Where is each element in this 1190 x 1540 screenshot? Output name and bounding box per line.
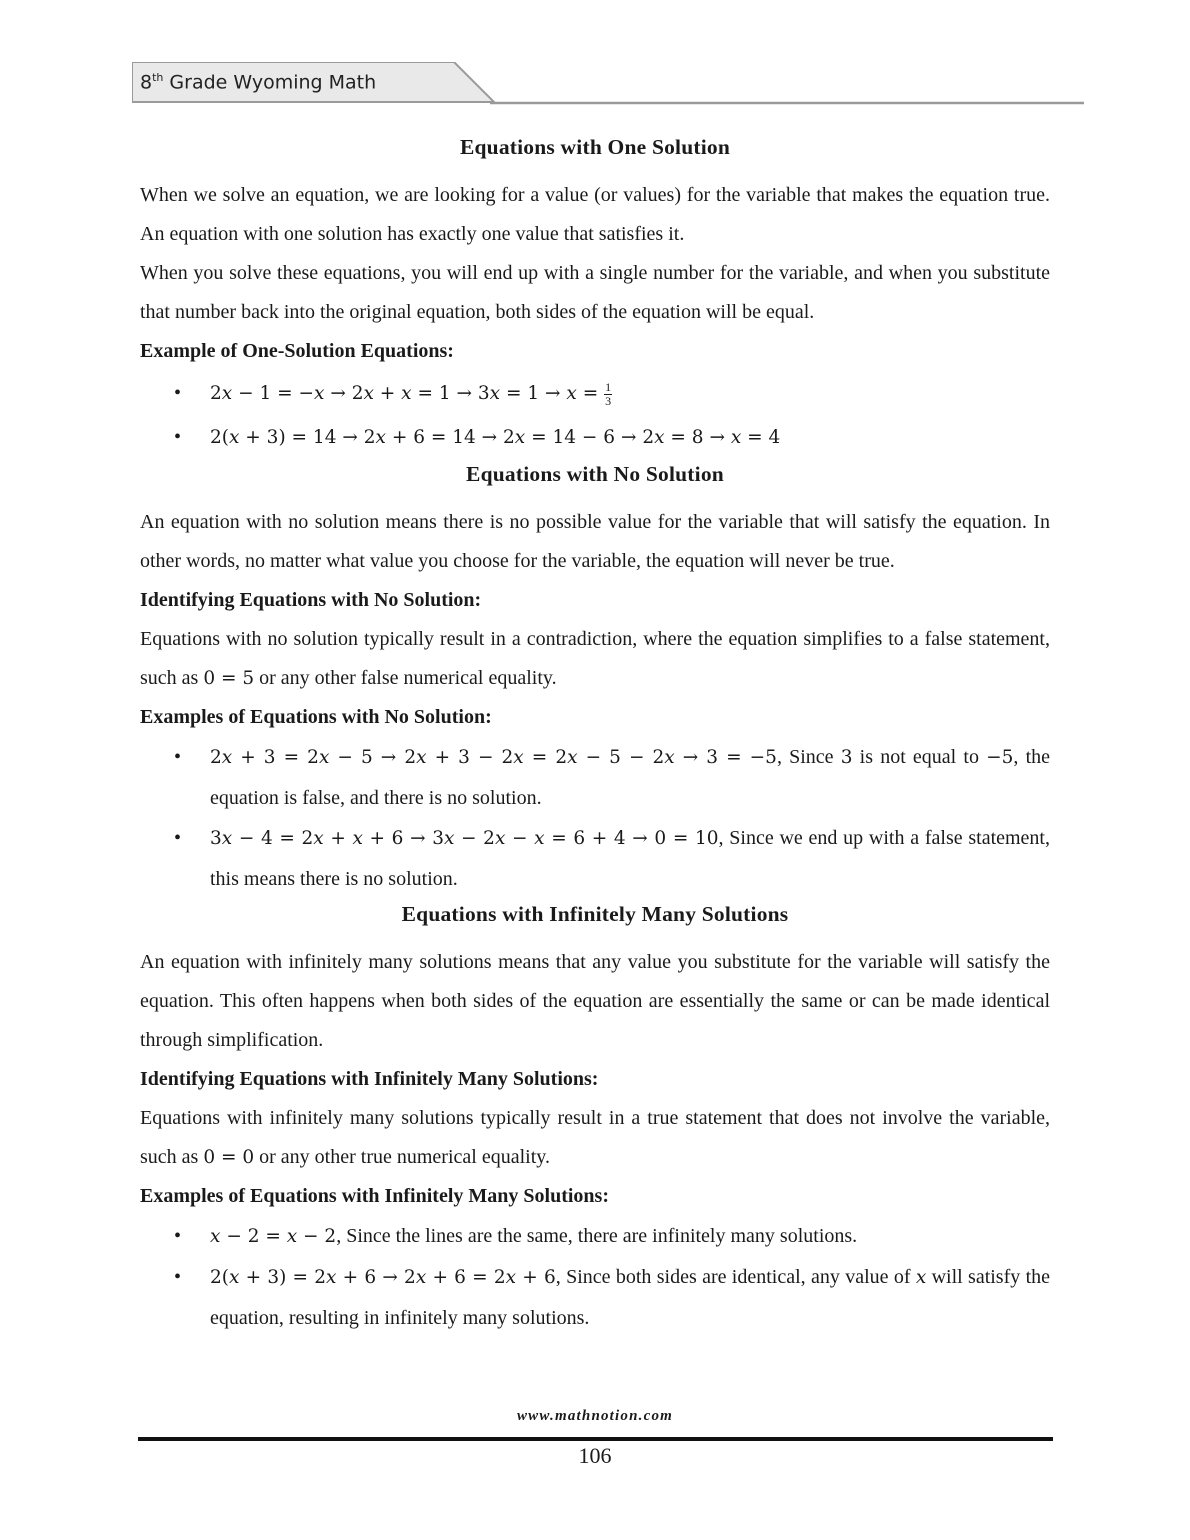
paragraph: When we solve an equation, we are looking for a value (or values) for the variable that makes the equation true. An equation with one solution has exactly one value that satisfies it. xyxy=(140,184,1050,245)
page-number: 106 xyxy=(578,1443,612,1468)
paragraph: An equation with no solution means there is no possible value for the variable that will satisfy the equation. In other words, no matter what value you choose for the variable, the equation will never be true. xyxy=(140,511,1050,572)
example-list xyxy=(140,1216,1050,1338)
heading-infinite-solutions: Equations with Infinitely Many Solutions xyxy=(401,902,789,926)
paragraph: An equation with infinitely many solutions means that any value you substitute for the variable will satisfy the equation. This often happens when both sides of the equation are essentially the same or can be made identical through simplification. xyxy=(140,951,1050,1051)
heading-no-solution: Equations with No Solution xyxy=(466,462,724,486)
list-item: • 𝑥 − 2 = 𝑥 − 2, Since the lines are the same, there are infinitely many solutions. xyxy=(140,1216,1050,1257)
list-item: • 2𝑥 − 1 = −𝑥 → 2𝑥 + 𝑥 = 1 → 3𝑥 = 1 → 𝑥 = $\frac{1}{3}$ xyxy=(140,371,1050,416)
list-item: • 2𝑥 + 3 = 2𝑥 − 5 → 2𝑥 + 3 − 2𝑥 = 2𝑥 − 5 − 2𝑥 → 3 = −5, Since 3 is not equal to −5, the equation is false, and there is no solution. xyxy=(140,737,1050,818)
subheading: Identifying Equations with Infinitely Many Solutions: xyxy=(140,1068,599,1090)
heading-one-solution: Equations with One Solution xyxy=(459,135,731,159)
header-title: 8th Grade Wyoming Math xyxy=(140,71,377,94)
subheading: Examples of Equations with No Solution: xyxy=(140,706,492,728)
paragraph: When you solve these equations, you will end up with a single number for the variable, and when you substitute that number back into the original equation, both sides of the equation will be equal. xyxy=(140,262,1050,323)
subheading: Identifying Equations with No Solution: xyxy=(140,589,482,611)
paragraph: Equations with infinitely many solutions typically result in a true statement that does not involve the variable, such as 0 = 0 or any other true numerical equality. xyxy=(140,1107,1050,1168)
list-item: • 3𝑥 − 4 = 2𝑥 + 𝑥 + 6 → 3𝑥 − 2𝑥 − 𝑥 = 6 + 4 → 0 = 10, Since we end up with a false statement, this means there is no solution. xyxy=(140,818,1050,899)
footer-divider xyxy=(138,1437,1053,1441)
page-header xyxy=(132,62,1084,106)
paragraph: Equations with no solution typically result in a contradiction, where the equation simplifies to a false statement, such as 0 = 5 or any other false numerical equality. xyxy=(140,628,1050,689)
subheading: Example of One-Solution Equations: xyxy=(140,340,454,362)
page-content xyxy=(140,132,1050,1338)
list-item: • 2(𝑥 + 3) = 2𝑥 + 6 → 2𝑥 + 6 = 2𝑥 + 6, Since both sides are identical, any value of 𝑥 will satisfy the equation, resulting in infinitely many solutions. xyxy=(140,1257,1050,1338)
fraction: $\frac{1}{3}$ xyxy=(605,379,612,408)
footer-url: www.mathnotion.com xyxy=(516,1408,674,1424)
subheading: Examples of Equations with Infinitely Many Solutions: xyxy=(140,1185,609,1207)
example-list xyxy=(140,371,1050,459)
list-item: • 2(𝑥 + 3) = 14 → 2𝑥 + 6 = 14 → 2𝑥 = 14 − 6 → 2𝑥 = 8 → 𝑥 = 4 xyxy=(140,416,1050,459)
example-list xyxy=(140,737,1050,899)
